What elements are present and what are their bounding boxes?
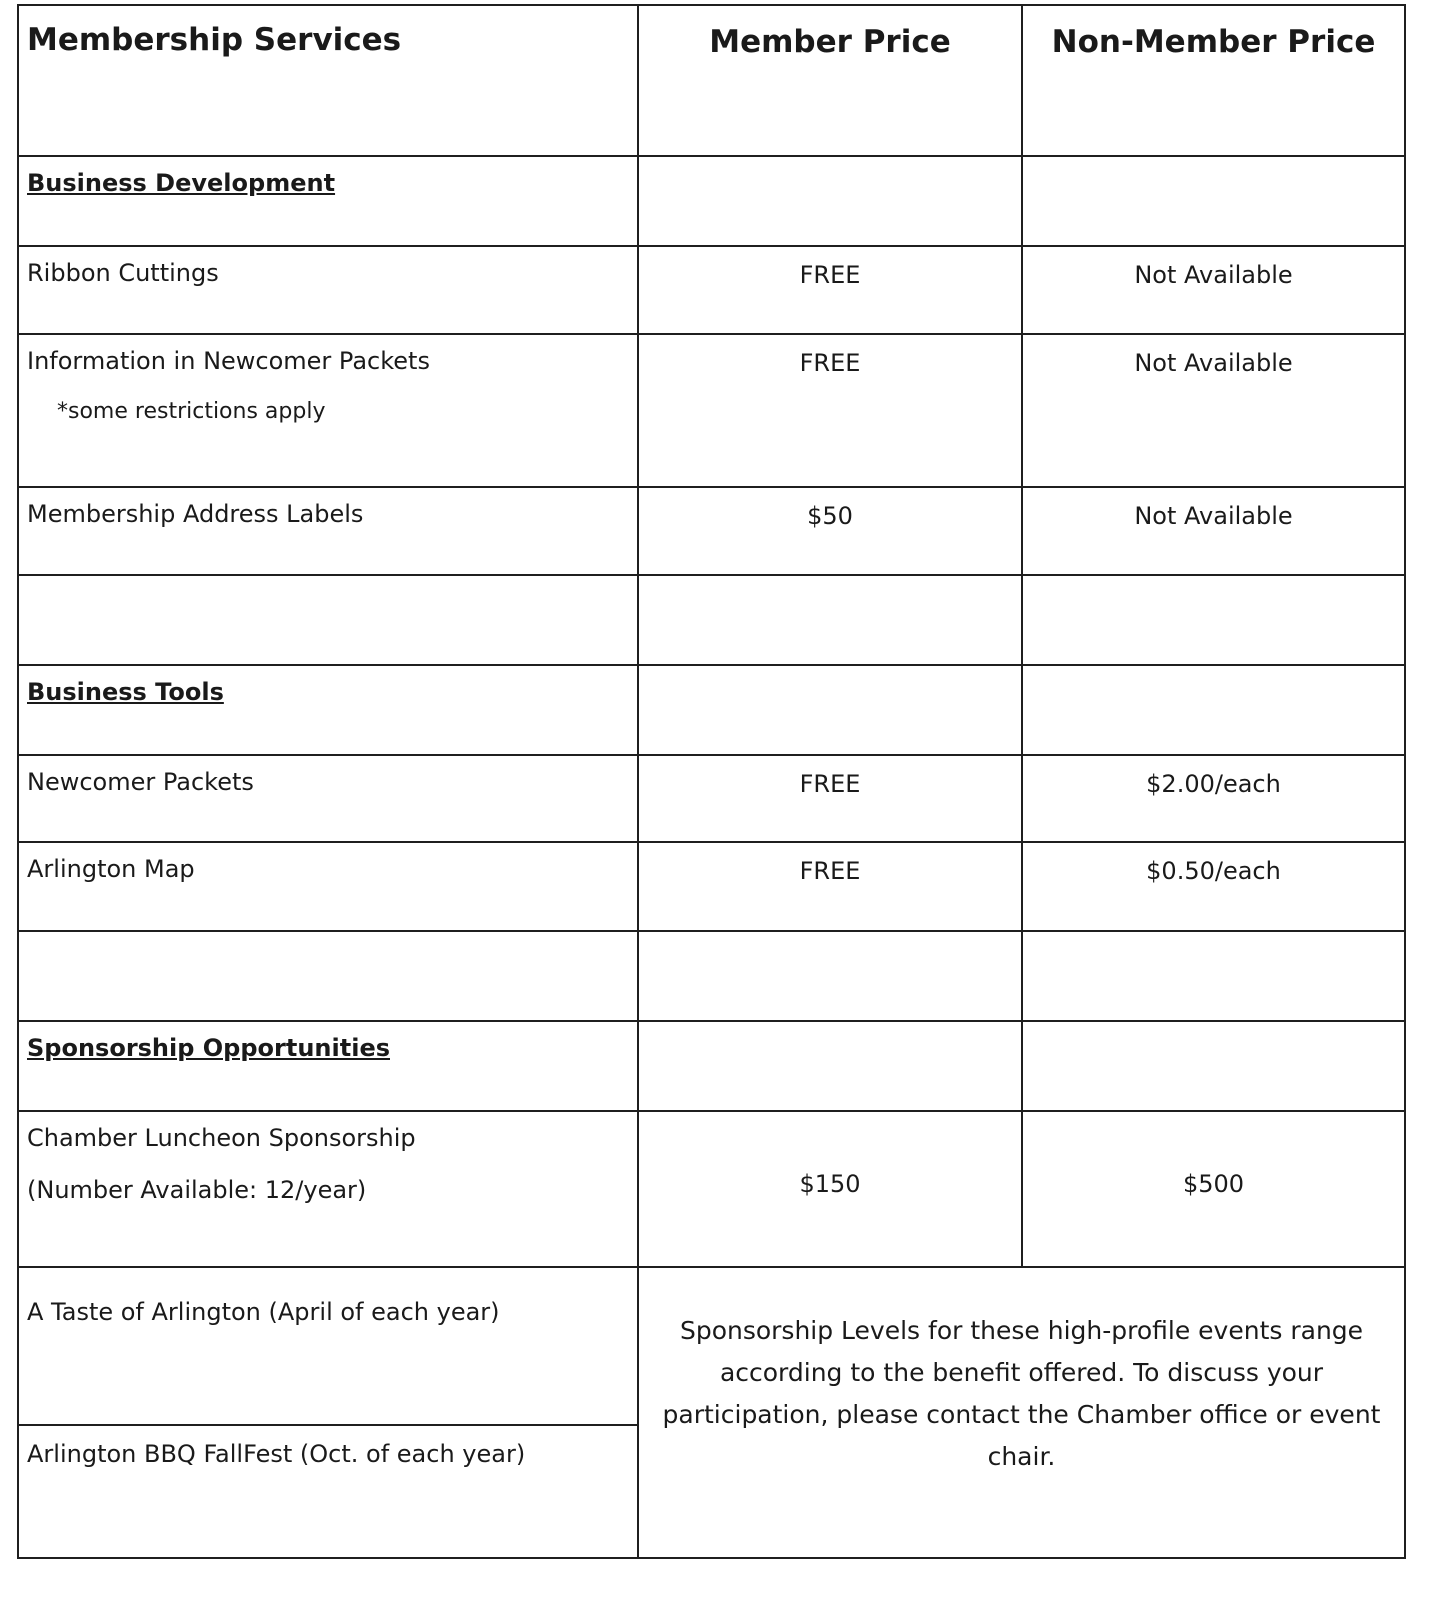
table-row [18, 842, 1405, 931]
header-member-price-cell [638, 5, 1022, 156]
non-member-price: $2.00/each [1146, 770, 1281, 798]
header-non-member-price: Non-Member Price [1051, 24, 1376, 60]
non-member-price: Not Available [1134, 349, 1293, 377]
member-price: FREE [799, 857, 861, 885]
header-member-price: Member Price [709, 24, 951, 60]
member-price: $50 [807, 502, 853, 530]
section-row-sponsorship [18, 1021, 1405, 1111]
service-availability-note: (Number Available: 12/year) [27, 1176, 367, 1204]
empty-row [18, 931, 1405, 1021]
section-title-sponsorship: Sponsorship Opportunities [27, 1034, 390, 1062]
section-title-business-development: Business Development [27, 169, 336, 197]
event-row [18, 1267, 1405, 1425]
service-newcomer-packets: Newcomer Packets [27, 768, 254, 796]
table-row [18, 334, 1405, 487]
events-sponsorship-cell [638, 1267, 1405, 1558]
header-non-member-price-cell [1022, 5, 1405, 156]
section-title-business-tools: Business Tools [27, 678, 224, 706]
table-row [18, 755, 1405, 842]
header-services: Membership Services [27, 22, 402, 58]
service-address-labels: Membership Address Labels [27, 500, 364, 528]
event-taste-of-arlington: A Taste of Arlington (April of each year) [27, 1298, 500, 1326]
section-row-business-tools [18, 665, 1405, 755]
member-price: FREE [799, 770, 861, 798]
member-price: $150 [799, 1170, 861, 1198]
service-ribbon-cuttings: Ribbon Cuttings [27, 259, 219, 287]
non-member-price: $0.50/each [1146, 857, 1281, 885]
empty-row [18, 575, 1405, 665]
member-price: FREE [799, 261, 861, 289]
table-row [18, 1111, 1405, 1267]
header-row [18, 5, 1405, 156]
non-member-price: Not Available [1134, 261, 1293, 289]
section-row-business-development [18, 156, 1405, 246]
table-row [18, 246, 1405, 334]
non-member-price: Not Available [1134, 502, 1293, 530]
non-member-price: $500 [1182, 1170, 1245, 1198]
member-price: FREE [799, 349, 861, 377]
service-arlington-map: Arlington Map [27, 855, 195, 883]
event-bbq-fallfest: Arlington BBQ FallFest (Oct. of each year) [27, 1440, 526, 1468]
header-services-cell [18, 5, 638, 156]
events-sponsorship-description: Sponsorship Levels for these high-profile events range according to the benefit offered. To discuss your participation, please contact the Chamber office or event chair. [662, 1316, 1381, 1471]
table-row [18, 487, 1405, 575]
service-luncheon-sponsorship: Chamber Luncheon Sponsorship [27, 1124, 416, 1152]
service-newcomer-packet-info: Information in Newcomer Packets [27, 347, 430, 375]
service-note: *some restrictions apply [57, 399, 326, 424]
membership-services-table [17, 4, 1406, 1559]
